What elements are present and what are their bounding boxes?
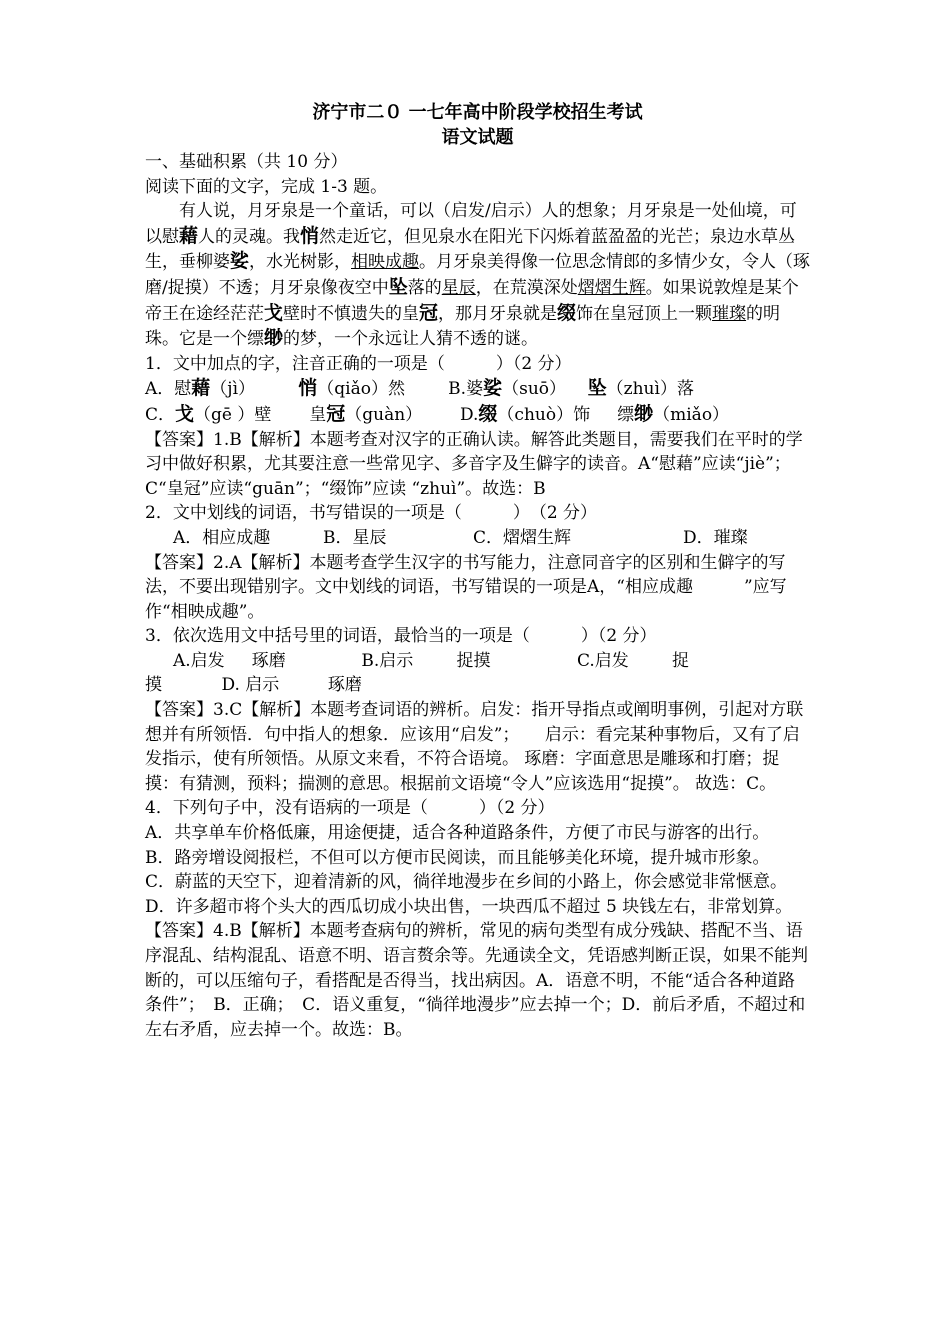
dotted-char: 悄 — [300, 224, 320, 247]
question-4-answer: 【答案】4.B【解析】本题考查病句的辨析，常见的病句类型有成分残缺、搭配不当、语序混乱、结构混乱、语意不明、语言赘余等。先通读全文，凭语感判断正误，如果不能判断的，可以压缩句子，看搭配是否得当，找出病因。A．语意不明，不能“适合各种道路条件”； B．正确； C．语义重复，“徜徉地漫步”应去掉一个；D．前后矛盾，不超过和左右矛盾，应去掉一个。故选：B。 — [145, 921, 808, 1040]
question-1-options-ab: A．慰藉（jì） 悄（qiǎo）然 B.婆娑（suō） 坠（zhuì）落 — [145, 377, 694, 400]
reading-passage: 有人说，月牙泉是一个童话，可以（启发/启示）人的想象；月牙泉是一处仙境，可以慰藉人的灵魂。我悄然走近它，但见泉水在阳光下闪烁着蓝盈盈的光芒；泉边水草丛生，垂柳婆娑，水光树影，相映成趣。月牙泉美得像一位思念情郎的多情少女，令人（琢磨/捉摸）不透；月牙泉像夜空中坠落的星辰，在荒漠深处熠熠生辉。如果说敦煌是某个帝王在途经茫茫戈壁时不慎遗失的皇冠，那月牙泉就是缀饰在皇冠顶上一颗璀璨的明珠。它是一个缥缈的梦，一个永远让人猜不透的谜。 — [145, 201, 811, 350]
underlined-word: 相映成趣 — [351, 252, 420, 273]
question-3-stem: 3．依次选用文中括号里的词语，最恰当的一项是（ ）（2 分） — [145, 626, 657, 647]
underlined-word: 熠熠生辉 — [577, 277, 646, 298]
question-3-options-line2: 摸 D. 启示 琢磨 — [145, 675, 362, 696]
dotted-char: 戈 — [264, 301, 284, 324]
question-1-answer: 【答案】1.B【解析】本题考查对汉字的正确认读。解答此类题目，需要我们在平时的学习中做好积累，尤其要注意一些常见字、多音字及生僻字的读音。A“慰藉”应读“jiè”；C“皇冠”应读“guān”；“缀饰”应读 “zhuì”。故选：B — [145, 429, 803, 499]
exam-subtitle: 语文试题 — [441, 127, 514, 148]
underlined-word: 璀璨 — [712, 303, 747, 324]
question-2-answer: 【答案】2.A【解析】本题考查学生汉字的书写能力，注意同音字的区别和生僻字的写法，不要出现错别字。文中划线的词语，书写错误的一项是A，“相应成趣 ”应写作“相映成趣”。 — [145, 552, 787, 622]
dotted-char: 缈 — [264, 327, 284, 350]
option-c: C．熠熠生辉 — [473, 527, 572, 548]
dotted-char: 缀 — [557, 301, 577, 324]
question-2-stem: 2．文中划线的词语，书写错误的一项是（ ） （2 分） — [145, 503, 598, 524]
option-b: B．星辰 — [323, 527, 387, 548]
dotted-char: 娑 — [230, 250, 250, 273]
question-3-options-line1: A.启发 琢磨 B.启示 捉摸 C.启发 捉 — [173, 650, 689, 671]
question-1-options-cd: C．戈（gē ）壁 皇冠（guàn） D.缀（chuò）饰 缥缈（miǎo） — [145, 402, 730, 425]
question-3-answer: 【答案】3.C【解析】本题考查词语的辨析。启发：指开导指点或阐明事例，引起对方联想并有所领悟．句中指人的想象．应该用“启发”； 启示：看完某种事物后，又有了启发指示，使有所领悟。从原文来看，不符合语境。 琢磨：字面意思是雕琢和打磨；捉摸：有猜测，预料；揣测的意思。根据前文语境“令人”应该选用“捉摸”。 故选：C。 — [145, 700, 804, 794]
question-4-option-b: B．路旁增设阅报栏，不但可以方便市民阅读，而且能够美化环境，提升城市形象。 — [145, 847, 770, 868]
dotted-char: 坠 — [388, 275, 408, 298]
exam-title: 济宁市二０ 一七年高中阶段学校招生考试 — [312, 102, 643, 123]
question-1-stem: 1．文中加点的字，注音正确的一项是（ ）（2 分） — [145, 353, 572, 374]
dotted-char: 冠 — [419, 301, 439, 324]
question-4-stem: 4．下列句子中，没有语病的一项是（ ）（2 分） — [145, 798, 555, 819]
document-content — [145, 100, 810, 1042]
section-heading: 一、基础积累（共 10 分） — [145, 152, 348, 172]
reading-instruction: 阅读下面的文字，完成 1-3 题。 — [145, 176, 388, 197]
option-d: D．璀璨 — [683, 527, 748, 548]
question-2-options — [145, 526, 810, 551]
question-4-option-c: C．蔚蓝的天空下，迎着清新的风，徜徉地漫步在乡间的小路上，你会感觉非常惬意。 — [145, 872, 788, 893]
question-4-option-a: A．共享单车价格低廉，用途便捷，适合各种道路条件，方便了市民与游客的出行。 — [145, 823, 770, 844]
dotted-char: 藉 — [179, 224, 199, 247]
option-a: A．相应成趣 — [173, 527, 271, 548]
underlined-word: 星辰 — [441, 277, 476, 298]
question-4-option-d: D．许多超市将个头大的西瓜切成小块出售，一块西瓜不超过 5 块钱左右，非常划算。 — [145, 896, 793, 917]
